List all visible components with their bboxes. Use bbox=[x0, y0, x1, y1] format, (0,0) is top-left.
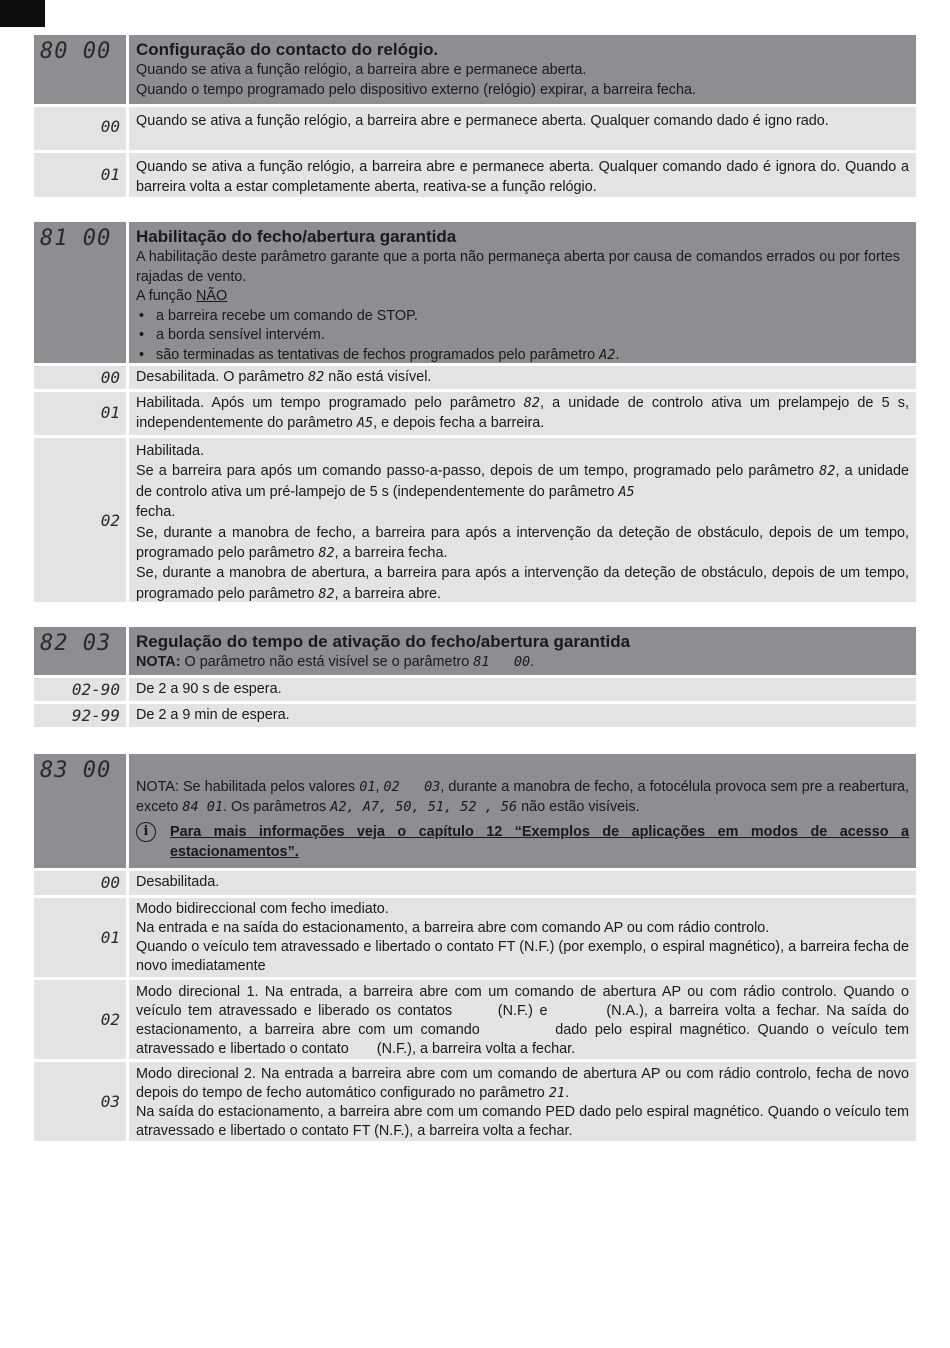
param-header-row bbox=[34, 627, 916, 675]
param-ref: 81 00 bbox=[473, 654, 531, 670]
value-code: 00 bbox=[34, 871, 126, 895]
text: Modo direcional 2. Na entrada a barreira abre com um comando de abertura AP ou com rádio controlo, fecha de novo depois do tempo de fecho automático configurado no parâmetro bbox=[136, 1066, 909, 1101]
value-description: De 2 a 9 min de espera. bbox=[129, 704, 916, 727]
text: . Os parâmetros bbox=[223, 798, 331, 815]
param-ref: 82 bbox=[523, 395, 540, 411]
value-code: 03 bbox=[34, 1062, 126, 1141]
text: não estão visíveis. bbox=[517, 798, 640, 815]
description-line: Na saída do estacionamento, a barreira abre com um comando PED dado pelo espiral magnético. Quando o veículo tem atravessado e libertado o contato FT (N.F.), a barreira volta a fechar. bbox=[136, 1104, 909, 1139]
nota-label: NOTA: bbox=[136, 654, 181, 670]
param-description bbox=[129, 222, 916, 363]
value-code: 02 bbox=[34, 438, 126, 602]
text: Se, durante a manobra de abertura, a barreira para após a intervenção da deteção de obstáculo, depois de um tempo, programado pelo parâmetro bbox=[136, 565, 909, 602]
param-table-80 bbox=[34, 35, 916, 200]
value-description bbox=[129, 898, 916, 977]
param-ref: A5 bbox=[356, 414, 374, 431]
text: Se a barreira para após um comando passo-a-passo, depois de um tempo, programado pelo parâmetro bbox=[136, 463, 820, 480]
text: , a barreira fecha. bbox=[334, 545, 448, 562]
value-row bbox=[34, 871, 916, 895]
value-code: 02 bbox=[34, 980, 126, 1059]
param-table-82 bbox=[34, 627, 916, 730]
value-code: 02-90 bbox=[34, 678, 126, 701]
description-line: Quando se ativa a função relógio, a barreira abre e permanece aberta. bbox=[136, 62, 587, 78]
text: não está visível. bbox=[324, 369, 432, 385]
text: O parâmetro não está visível se o parâmetro bbox=[180, 654, 474, 670]
value-code: 01 bbox=[34, 392, 126, 435]
param-description bbox=[129, 35, 916, 104]
description-line bbox=[136, 653, 909, 673]
param-header-row bbox=[34, 754, 916, 868]
value-code: 01 bbox=[34, 153, 126, 197]
text: Desabilitada. O parâmetro bbox=[136, 369, 308, 385]
param-ref: 02 bbox=[383, 779, 400, 795]
value-row bbox=[34, 107, 916, 150]
param-ref: 84 01 bbox=[182, 798, 224, 815]
param-ref: 01 bbox=[359, 779, 376, 795]
param-header-row bbox=[34, 35, 916, 104]
param-code: 83 00 bbox=[34, 754, 126, 868]
param-title: Configuração do contacto do relógio. bbox=[136, 40, 439, 59]
param-ref: 82 bbox=[318, 545, 335, 562]
text: , durante a manobra de fecho, a fotocélula provoca sem pre a reabertura, exceto bbox=[136, 779, 910, 815]
value-description bbox=[129, 392, 916, 435]
value-description: De 2 a 90 s de espera. bbox=[129, 678, 916, 701]
page-corner-tab bbox=[0, 0, 45, 27]
param-code: 82 03 bbox=[34, 627, 126, 675]
param-header-row bbox=[34, 222, 916, 363]
param-ref: 03 bbox=[424, 779, 441, 795]
info-text: Para mais informações veja o capítulo 12 “Exemplos de aplicações em modos de acesso a estacionamentos”. bbox=[170, 824, 909, 860]
param-description bbox=[129, 754, 916, 868]
param-ref: A2, A7, 50, 51, 52 , 56 bbox=[330, 798, 518, 815]
text: . bbox=[565, 1085, 570, 1101]
bullet-item bbox=[136, 346, 909, 366]
param-ref: A5 bbox=[618, 483, 635, 500]
bullet-item: • a borda sensível intervém. bbox=[136, 326, 909, 346]
description-line: Habilitada. bbox=[136, 443, 204, 459]
description-line: Quando o tempo programado pelo dispositivo externo (relógio) expirar, a barreira fecha. bbox=[136, 81, 696, 98]
info-note bbox=[136, 823, 909, 862]
text: , a barreira abre. bbox=[334, 585, 442, 602]
description-line bbox=[136, 563, 909, 604]
text: , a unidade de controlo ativa um prelampejo de 5 s, independentemente do parâmetro bbox=[136, 395, 909, 431]
text: . bbox=[530, 654, 535, 670]
value-row bbox=[34, 678, 916, 701]
value-row bbox=[34, 980, 916, 1059]
bullet-item: • a barreira recebe um comando de STOP. bbox=[136, 307, 909, 327]
text: , e depois fecha a barreira. bbox=[373, 414, 545, 431]
value-row bbox=[34, 392, 916, 435]
text: Se, durante a manobra de fecho, a barreira para após a intervenção da deteção de obstáculo, depois de um tempo, programado pelo parâmetro bbox=[136, 524, 909, 562]
description-line: Quando o veículo tem atravessado e libertado o contato FT (N.F.) (por exemplo, o espiral magnético), a barreira fecha de novo imediatamente bbox=[136, 939, 909, 974]
value-row bbox=[34, 438, 916, 602]
description-line: Na entrada e na saída do estacionamento, a barreira abre com comando AP ou com rádio controlo. bbox=[136, 920, 770, 936]
value-description: Modo direcional 1. Na entrada, a barreira abre com um comando de abertura AP ou com rádio controlo. Quando o veículo tem atravessado e liberado os contatos (N.F.) e (N.A.), a barreira volta a fechar. Na saída do estacionamento, a barreira abre com um comando dado pelo espiral magnético. Quando o veículo tem atravessado e libertado o contato (N.F.), a barreira volta a fechar. bbox=[129, 980, 916, 1059]
bullet-end: . bbox=[615, 346, 620, 363]
text: , bbox=[375, 779, 384, 795]
param-code: 80 00 bbox=[34, 35, 126, 104]
value-row bbox=[34, 704, 916, 727]
param-description bbox=[129, 627, 916, 675]
description-line bbox=[136, 287, 909, 307]
value-code: 00 bbox=[34, 107, 126, 150]
value-description bbox=[129, 438, 916, 602]
param-ref: 82 bbox=[307, 369, 325, 385]
bullet-text: são terminadas as tentativas de fechos programados pelo parâmetro bbox=[156, 346, 600, 363]
function-prefix: A função bbox=[136, 288, 197, 305]
param-title: Regulação do tempo de ativação do fecho/abertura garantida bbox=[136, 632, 631, 651]
value-description bbox=[129, 366, 916, 389]
value-description bbox=[129, 1062, 916, 1141]
value-description: Desabilitada. bbox=[129, 871, 916, 895]
value-description: Quando se ativa a função relógio, a barreira abre e permanece aberta. Qualquer comando dado é igno rado. bbox=[129, 107, 916, 150]
description-line bbox=[136, 778, 909, 817]
value-code: 01 bbox=[34, 898, 126, 977]
gap bbox=[400, 779, 424, 795]
param-title: Habilitação do fecho/abertura garantida bbox=[136, 227, 457, 246]
param-table-83 bbox=[34, 754, 916, 1144]
description-line bbox=[136, 523, 909, 564]
text: Habilitada. Após um tempo programado pelo parâmetro bbox=[136, 395, 524, 411]
value-row bbox=[34, 366, 916, 389]
info-icon: i bbox=[136, 822, 156, 842]
description-line bbox=[136, 461, 909, 502]
description-line: fecha. bbox=[136, 504, 176, 521]
value-code: 92-99 bbox=[34, 704, 126, 727]
description-line bbox=[136, 1065, 909, 1103]
param-table-81 bbox=[34, 222, 916, 605]
text: NOTA: Se habilitada pelos valores bbox=[136, 779, 360, 795]
value-row bbox=[34, 898, 916, 977]
value-row bbox=[34, 153, 916, 197]
function-nao: NÃO bbox=[196, 288, 228, 305]
value-description: Quando se ativa a função relógio, a barreira abre e permanece aberta. Qualquer comando dado é ignora do. Quando a barreira volta a estar completamente aberta, reativa-se a função relógio. bbox=[129, 153, 916, 197]
text: , a unidade de controlo ativa um pré-lampejo de 5 s (independentemente do parâmetro bbox=[136, 463, 910, 500]
description-line: Modo bidireccional com fecho imediato. bbox=[136, 901, 389, 917]
value-code: 00 bbox=[34, 366, 126, 389]
param-ref: A2 bbox=[599, 346, 616, 363]
param-code: 81 00 bbox=[34, 222, 126, 363]
param-ref: 21 bbox=[548, 1085, 566, 1101]
param-ref: 82 bbox=[318, 585, 335, 602]
description-line: A habilitação deste parâmetro garante que a porta não permaneça aberta por causa de comandos errados ou por fortes rajadas de vento. bbox=[136, 249, 900, 285]
param-ref: 82 bbox=[819, 463, 836, 480]
value-row bbox=[34, 1062, 916, 1141]
